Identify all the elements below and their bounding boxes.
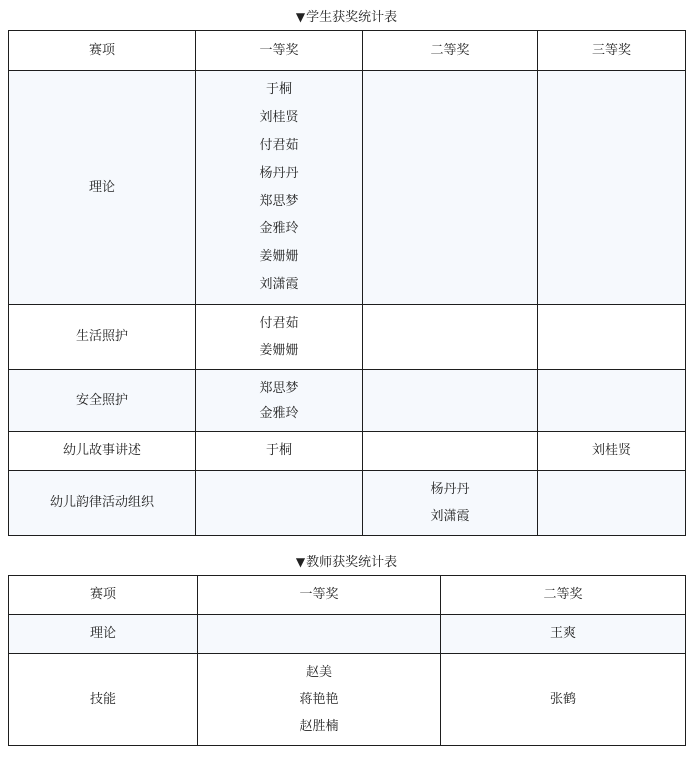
first-prize-cell (196, 71, 363, 305)
third-prize-cell (538, 471, 686, 536)
event-cell: 理论 (9, 71, 196, 305)
event-cell: 理论 (9, 615, 198, 654)
table-header-row (9, 31, 686, 71)
first-prize-cell (196, 471, 363, 536)
winner-name: 张鹤 (549, 691, 576, 707)
second-prize-cell (363, 71, 538, 305)
winner-name: 王爽 (549, 626, 576, 641)
header-cell-second-prize: 二等奖 (441, 576, 686, 615)
winner-name: 于桐 (265, 82, 292, 98)
triangle-marker-icon: ▼ (295, 555, 306, 569)
triangle-marker-icon: ▼ (295, 10, 306, 24)
event-cell: 幼儿韵律活动组织 (9, 471, 196, 536)
event-cell: 生活照护 (9, 305, 196, 370)
third-prize-cell (538, 432, 686, 471)
winner-name: 赵美 (305, 665, 332, 680)
table-row (9, 471, 686, 536)
teacher-awards-table (8, 575, 686, 746)
second-prize-cell (441, 654, 686, 746)
student-table-title: 学生获奖统计表 (306, 10, 398, 25)
second-prize-cell (363, 305, 538, 370)
first-prize-cell (198, 615, 441, 654)
table-row (9, 305, 686, 370)
second-prize-cell (441, 615, 686, 654)
winner-name: 金雅玲 (259, 405, 299, 421)
winner-name: 刘桂贤 (591, 443, 631, 458)
winner-name: 金雅玲 (259, 221, 299, 237)
header-cell-third-prize: 三等奖 (538, 31, 686, 71)
winner-name: 姜姗姗 (259, 343, 299, 358)
winner-name: 付君茹 (259, 137, 299, 153)
table-row (9, 654, 686, 746)
header-cell-second-prize: 二等奖 (363, 31, 538, 71)
event-cell: 安全照护 (9, 370, 196, 432)
student-awards-table (8, 30, 686, 536)
header-cell-first-prize: 一等奖 (196, 31, 363, 71)
first-prize-cell (196, 305, 363, 370)
winner-name: 刘潇霞 (259, 276, 299, 292)
winner-name: 杨丹丹 (430, 482, 470, 497)
table-header-row (9, 576, 686, 615)
third-prize-cell (538, 71, 686, 305)
third-prize-cell (538, 305, 686, 370)
second-prize-cell (363, 432, 538, 471)
student-table-caption (0, 8, 693, 27)
winner-name: 杨丹丹 (259, 165, 299, 181)
third-prize-cell (538, 370, 686, 432)
second-prize-cell (363, 370, 538, 432)
teacher-table-caption (0, 553, 693, 572)
first-prize-cell (198, 654, 441, 746)
winner-name: 郑思梦 (259, 193, 299, 209)
winner-name: 付君茹 (259, 316, 299, 331)
second-prize-cell (363, 471, 538, 536)
table-row (9, 432, 686, 471)
table-row (9, 71, 686, 305)
winner-name: 郑思梦 (259, 380, 299, 396)
winner-name: 刘桂贤 (259, 110, 299, 126)
header-cell-event: 赛项 (9, 576, 198, 615)
event-cell: 技能 (9, 654, 198, 746)
winner-name: 赵胜楠 (299, 719, 339, 734)
winner-name: 于桐 (265, 443, 292, 458)
event-cell: 幼儿故事讲述 (9, 432, 196, 471)
teacher-table-title: 教师获奖统计表 (306, 555, 398, 570)
header-cell-event: 赛项 (9, 31, 196, 71)
table-row (9, 615, 686, 654)
table-row (9, 370, 686, 432)
first-prize-cell (196, 432, 363, 471)
winner-name: 姜姗姗 (259, 249, 299, 265)
header-cell-first-prize: 一等奖 (198, 576, 441, 615)
winner-name: 刘潇霞 (430, 509, 470, 524)
winner-name: 蒋艳艳 (299, 692, 339, 707)
first-prize-cell (196, 370, 363, 432)
